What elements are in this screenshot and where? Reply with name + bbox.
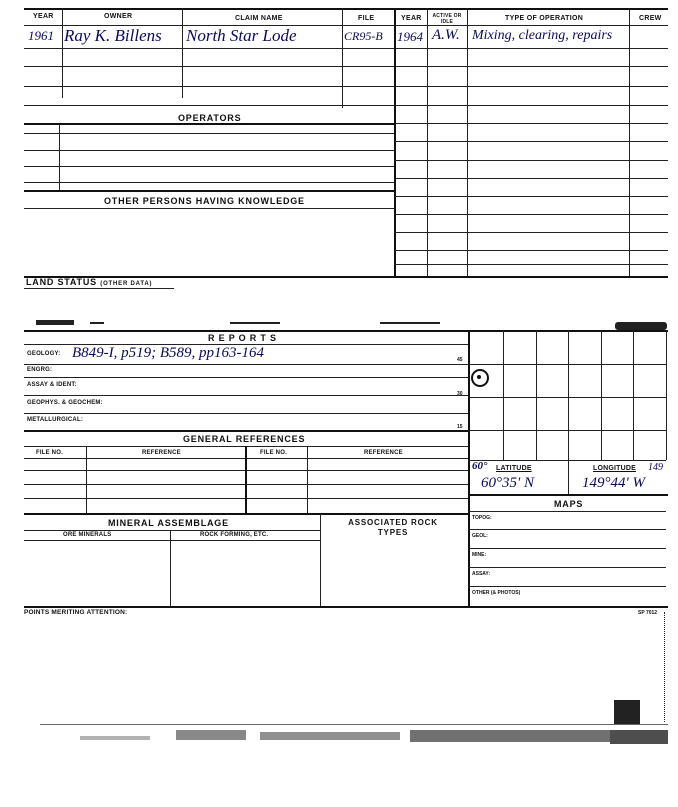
grid-number-45: 45 [457,357,463,363]
assay-label: ASSAY & IDENT: [27,382,77,388]
mineral-assemblage-title: MINERAL ASSEMBLAGE [108,518,229,528]
general-references-title: GENERAL REFERENCES [183,434,306,444]
points-meriting-attention-label: POINTS MERITING ATTENTION: [24,609,128,616]
ref-header-file-no-1: FILE NO. [36,450,63,456]
land-status-title: LAND STATUS (OTHER DATA) [26,277,153,287]
form-code: SP 7012 [638,610,658,616]
associated-rock-types-title: ASSOCIATED ROCK TYPES [348,518,438,537]
longitude-label: LONGITUDE [593,465,637,472]
geology-label: GEOLOGY: [27,351,61,357]
grid-number-15: 15 [457,424,463,430]
latitude-label: LATITUDE [496,465,532,472]
grid-number-30: 30 [457,391,463,397]
reports-title: R E P O R T S [208,333,277,343]
header-crew: CREW [639,15,662,22]
ref-header-reference-1: REFERENCE [142,450,181,456]
geology-value: B849-I, p519; B589, pp163-164 [72,345,265,361]
longitude-value: 149°44' W [582,475,645,491]
row1-owner: Ray K. Billens [64,26,162,45]
maps-assay-label: ASSAY: [472,571,491,577]
ref-header-file-no-2: FILE NO. [260,450,287,456]
longitude-prefix: 149 [648,462,663,473]
maps-mine-label: MINE: [472,552,487,558]
maps-title: MAPS [554,499,584,509]
header-type-of-operation: TYPE OF OPERATION [505,15,584,22]
header-owner: OWNER [104,13,133,20]
maps-geol-label: GEOL: [472,533,488,539]
metallurgical-label: METALLURGICAL: [27,417,84,423]
row1-type-of-operation: Mixing, clearing, repairs [472,28,613,43]
latitude-value: 60°35' N [481,475,534,491]
header-year-2: YEAR [401,15,422,22]
operators-title: OPERATORS [178,113,242,123]
engrg-label: ENGRG: [27,367,53,373]
row1-year-2: 1964 [397,29,423,44]
header-year: YEAR [33,13,54,20]
ore-minerals-label: ORE MINERALS [63,532,112,538]
header-claim-name: CLAIM NAME [235,15,283,22]
row1-claim-name: North Star Lode [186,26,297,45]
header-file: FILE [358,15,375,22]
latitude-prefix: 60° [472,460,488,472]
maps-other-label: OTHER (& PHOTOS) [472,590,521,596]
rock-forming-label: ROCK FORMING, ETC. [200,532,269,538]
row1-year: 1961 [28,28,54,43]
row1-active-or-idle: A.W. [432,27,460,43]
header-active-or-idle: ACTIVE OR IDLE [432,13,462,25]
maps-topog-label: TOPOG: [472,515,492,521]
row1-file: CR95-B [344,29,383,43]
ref-header-reference-2: REFERENCE [364,450,403,456]
other-persons-title: OTHER PERSONS HAVING KNOWLEDGE [104,196,305,206]
geophys-label: GEOPHYS. & GEOCHEM: [27,400,103,406]
